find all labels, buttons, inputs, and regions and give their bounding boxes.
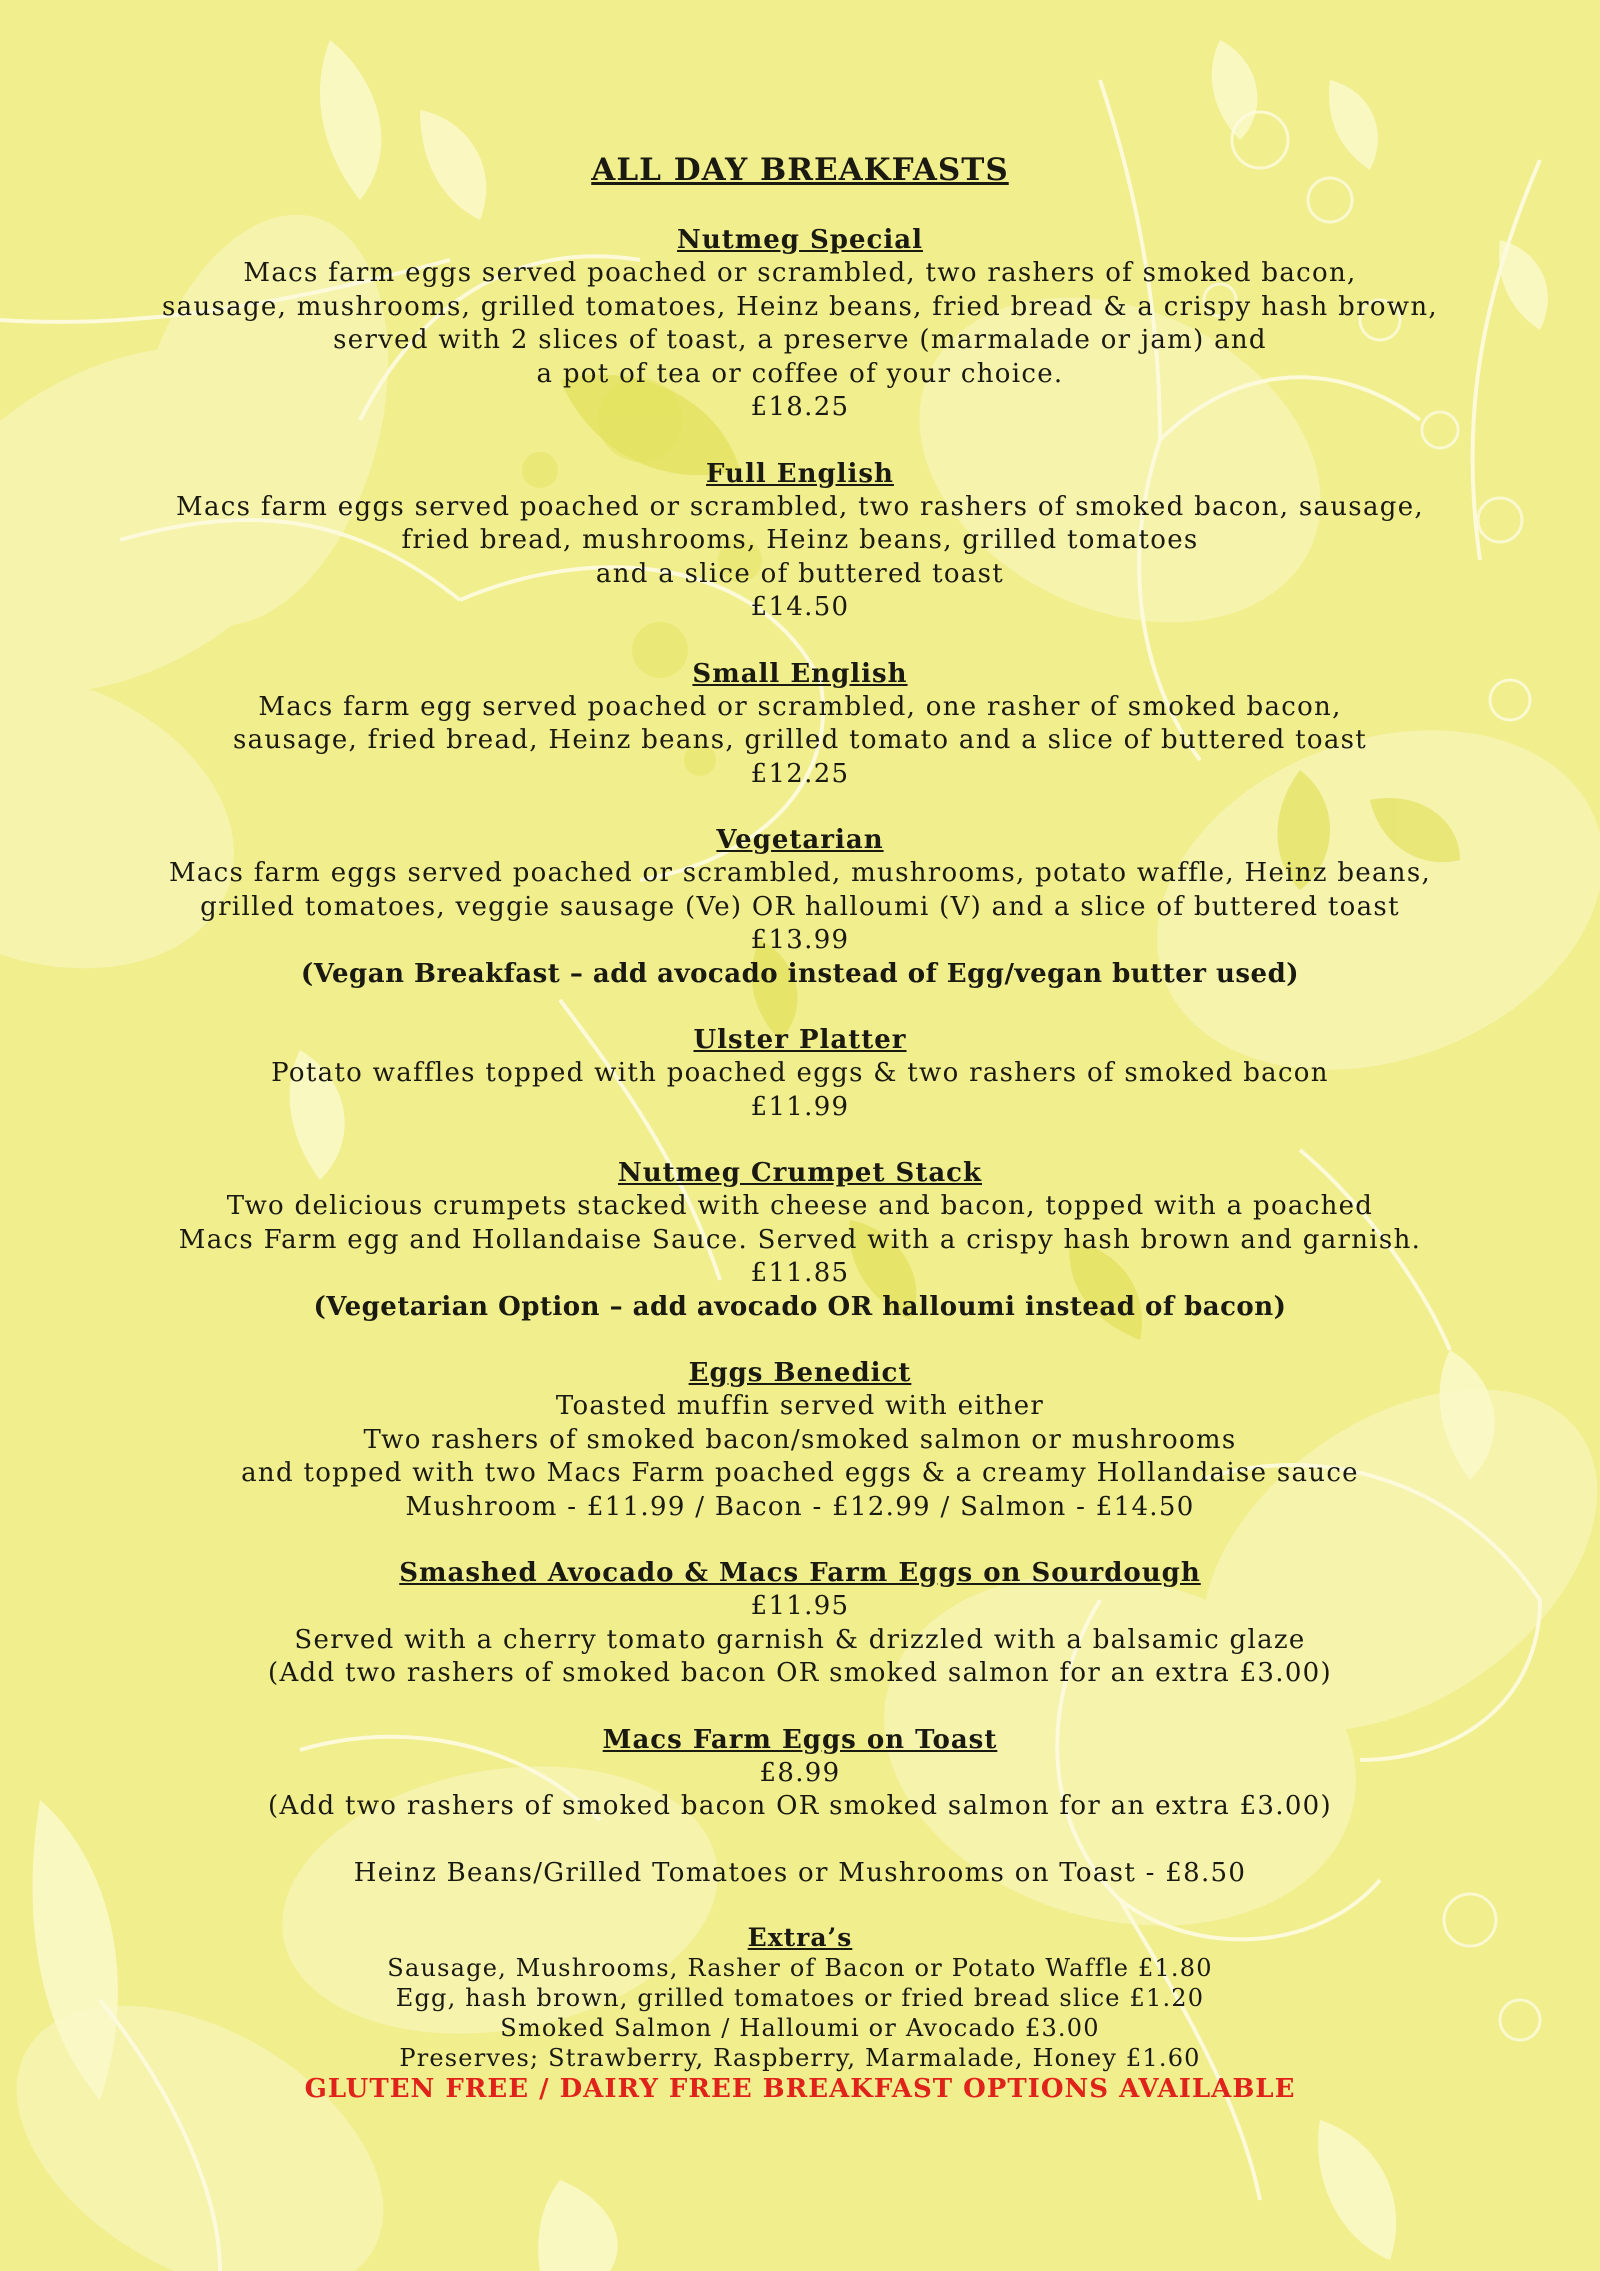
item-price: £8.99 bbox=[759, 1757, 841, 1788]
item-description-line: Macs Farm egg and Hollandaise Sauce. Served with a crispy hash brown and garnish. bbox=[178, 1224, 1422, 1255]
item-name: Nutmeg Crumpet Stack bbox=[617, 1158, 983, 1188]
extras-title: Extra’s bbox=[747, 1922, 853, 1952]
item-description-line: Served with a cherry tomato garnish & drizzled with a balsamic glaze bbox=[294, 1624, 1306, 1655]
item-price: £18.25 bbox=[750, 392, 850, 422]
item-description-line: (Add two rashers of smoked bacon OR smoked salmon for an extra £3.00) bbox=[268, 1658, 1332, 1688]
extras-line: Smoked Salmon / Halloumi or Avocado £3.00 bbox=[500, 2013, 1100, 2042]
item-description-line: served with 2 slices of toast, a preserve (marmalade or jam) and bbox=[333, 325, 1267, 355]
item-description-line: and topped with two Macs Farm poached eggs & a creamy Hollandaise sauce bbox=[241, 1458, 1359, 1488]
menu-item-ulster-platter bbox=[0, 1024, 1600, 1124]
item-description-line: a pot of tea or coffee of your choice. bbox=[536, 358, 1064, 389]
item-name: Ulster Platter bbox=[693, 1025, 907, 1055]
item-price: £13.99 bbox=[750, 925, 850, 955]
item-description-line: sausage, fried bread, Heinz beans, grilled tomato and a slice of buttered toast bbox=[232, 725, 1368, 755]
item-description-line: and a slice of buttered toast bbox=[595, 558, 1005, 589]
menu-item-vegetarian bbox=[0, 824, 1600, 991]
item-note: (Vegetarian Option – add avocado OR halloumi instead of bacon) bbox=[313, 1291, 1287, 1322]
extras-line: Preserves; Strawberry, Raspberry, Marmalade, Honey £1.60 bbox=[399, 2043, 1201, 2072]
menu-item-nutmeg-crumpet-stack bbox=[0, 1157, 1600, 1324]
item-description-line: Macs farm eggs served poached or scrambled, two rashers of smoked bacon, bbox=[243, 258, 1357, 288]
menu-item-eggs-benedict bbox=[0, 1357, 1600, 1524]
item-name: Nutmeg Special bbox=[677, 225, 923, 255]
extras-line: Egg, hash brown, grilled tomatoes or fried bread slice £1.20 bbox=[395, 1983, 1205, 2012]
item-name: Full English bbox=[706, 458, 894, 489]
menu-item-smashed-avocado bbox=[0, 1557, 1600, 1691]
menu-title: ALL DAY BREAKFASTS bbox=[591, 152, 1009, 188]
item-description-line: Potato waffles topped with poached eggs & two rashers of smoked bacon bbox=[271, 1058, 1329, 1088]
item-description-line: (Add two rashers of smoked bacon OR smoked salmon for an extra £3.00) bbox=[268, 1791, 1332, 1821]
item-description-line: fried bread, mushrooms, Heinz beans, grilled tomatoes bbox=[401, 525, 1199, 555]
menu-item-small-english bbox=[0, 658, 1600, 792]
menu-item-full-english bbox=[0, 458, 1600, 625]
item-name: Smashed Avocado & Macs Farm Eggs on Sourdough bbox=[399, 1558, 1201, 1588]
item-price: £11.85 bbox=[750, 1258, 850, 1288]
item-description-line: Two rashers of smoked bacon/smoked salmon or mushrooms bbox=[363, 1424, 1237, 1455]
item-name: Eggs Benedict bbox=[688, 1358, 912, 1388]
item-description-line: Macs farm eggs served poached or scrambled, two rashers of smoked bacon, sausage, bbox=[176, 491, 1424, 522]
menu-item-eggs-on-toast bbox=[0, 1724, 1600, 1824]
item-price: £11.99 bbox=[750, 1091, 850, 1122]
item-name: Small English bbox=[692, 658, 908, 689]
item-description-line: Macs farm eggs served poached or scrambled, mushrooms, potato waffle, Heinz beans, bbox=[168, 858, 1432, 888]
extras-section bbox=[0, 1923, 1600, 2105]
item-description-line: Two delicious crumpets stacked with cheese and bacon, topped with a poached bbox=[226, 1191, 1374, 1221]
dietary-notice: GLUTEN FREE / DAIRY FREE BREAKFAST OPTIONS AVAILABLE bbox=[304, 2073, 1296, 2104]
item-name: Vegetarian bbox=[716, 825, 884, 855]
item-name: Macs Farm Eggs on Toast bbox=[602, 1724, 998, 1755]
item-note: (Vegan Breakfast – add avocado instead of Egg/vegan butter used) bbox=[300, 958, 1300, 989]
item-price: £11.95 bbox=[750, 1591, 850, 1621]
item-description-line: sausage, mushrooms, grilled tomatoes, Heinz beans, fried bread & a crispy hash brown, bbox=[162, 291, 1438, 322]
extras-line: Sausage, Mushrooms, Rasher of Bacon or Potato Waffle £1.80 bbox=[387, 1953, 1213, 1982]
menu-content bbox=[0, 150, 1600, 2105]
item-description-line: grilled tomatoes, veggie sausage (Ve) OR halloumi (V) and a slice of buttered toast bbox=[200, 891, 1400, 922]
item-price: Mushroom - £11.99 / Bacon - £12.99 / Salmon - £14.50 bbox=[405, 1491, 1195, 1522]
menu-item-nutmeg-special bbox=[0, 224, 1600, 425]
item-price: £12.25 bbox=[750, 758, 850, 789]
item-description-line: Macs farm egg served poached or scrambled, one rasher of smoked bacon, bbox=[258, 691, 1342, 722]
item-price: £14.50 bbox=[750, 592, 850, 622]
item-description-line: Toasted muffin served with either bbox=[555, 1391, 1045, 1421]
menu-item-beans-on-toast: Heinz Beans/Grilled Tomatoes or Mushrooms on Toast - £8.50 bbox=[353, 1857, 1247, 1888]
